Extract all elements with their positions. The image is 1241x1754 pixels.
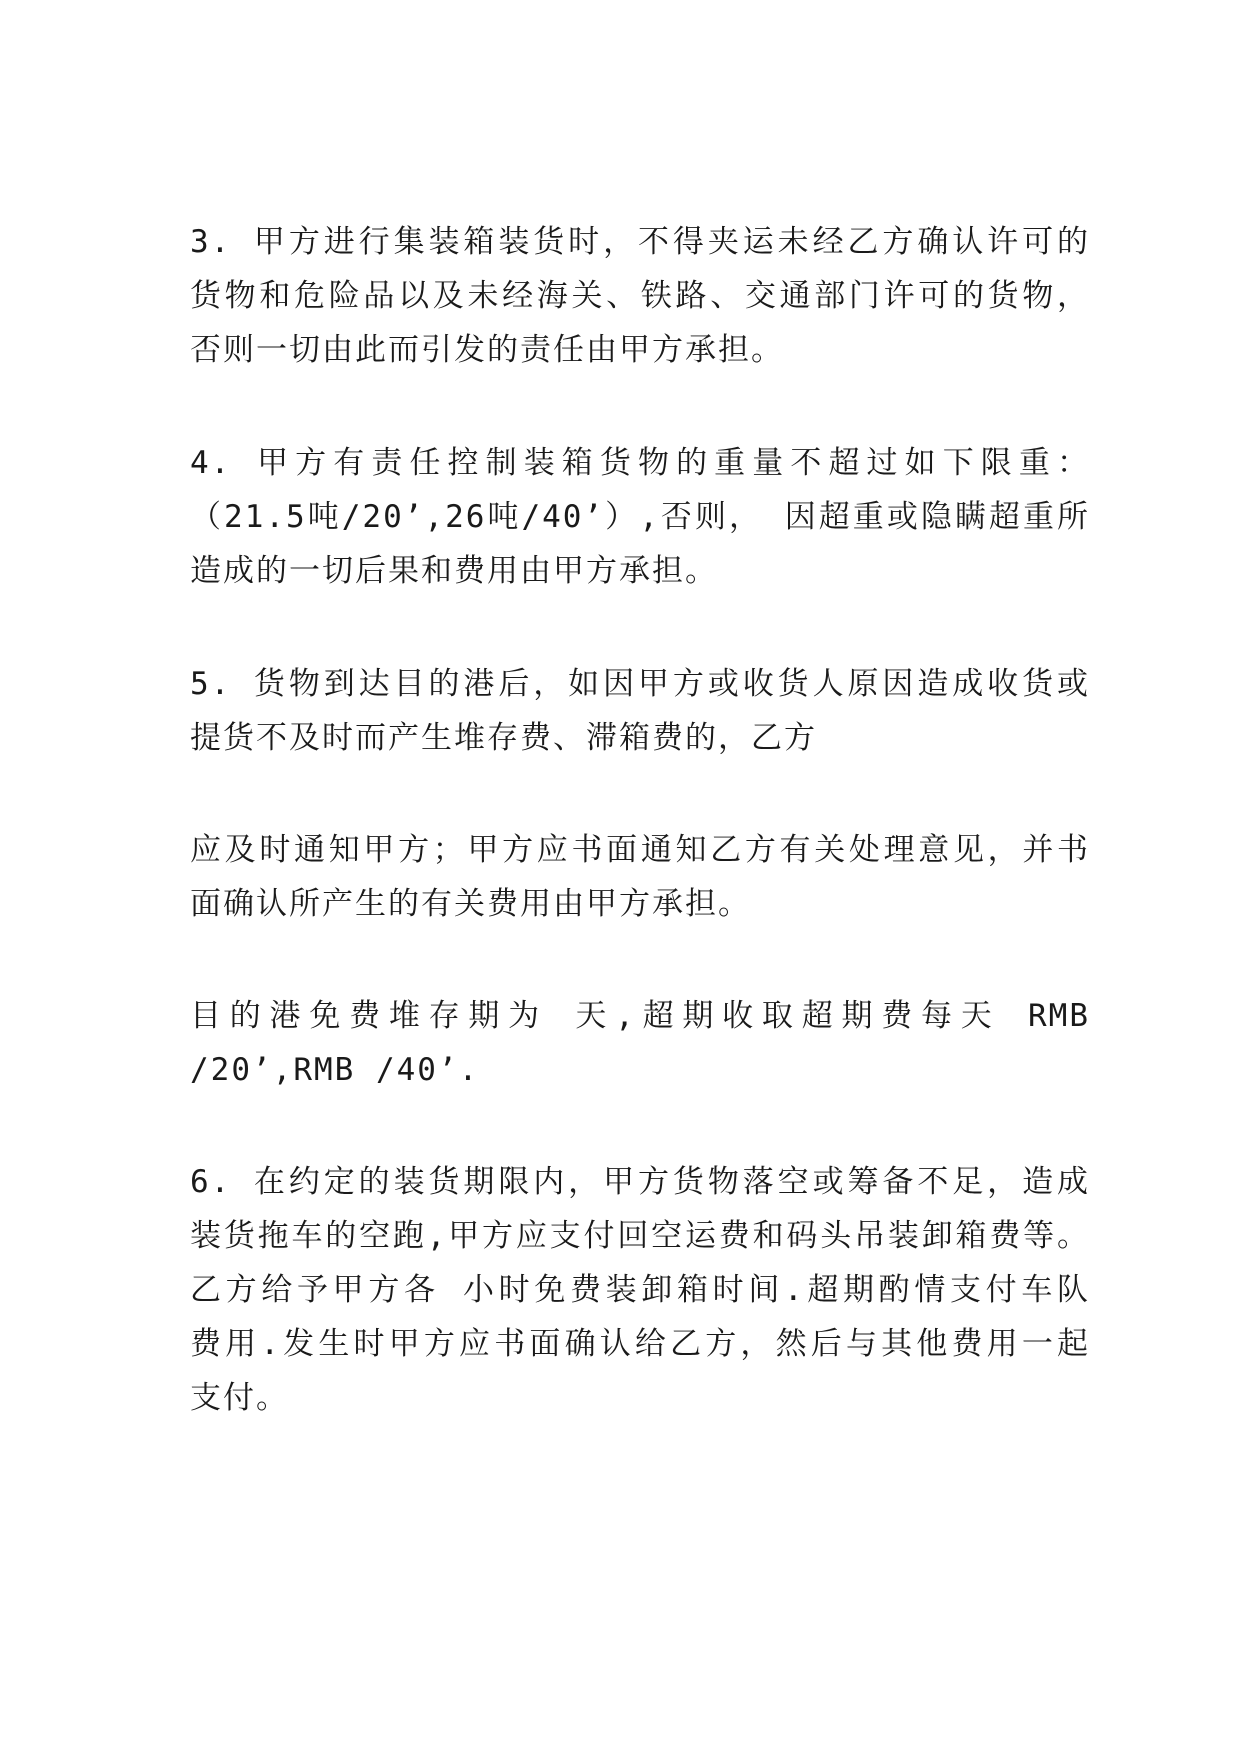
clause-3-line-2: 货物和危险品以及未经海关、铁路、交通部门许可的货物，	[190, 278, 1090, 314]
free-storage-line-2: /20’,RMB /40’.	[190, 1052, 480, 1088]
clause-5-line-3: 应及时通知甲方；甲方应书面通知乙方有关处理意见，并书	[190, 832, 1090, 868]
clause-4-line-2: （21.5吨/20’,26吨/40’）,否则， 因超重或隐瞒超重所	[190, 499, 1090, 535]
free-storage-line-1: 目的港免费堆存期为 天,超期收取超期费每天 RMB	[190, 998, 1090, 1034]
clause-5-line-4: 面确认所产生的有关费用由甲方承担。	[190, 886, 751, 922]
clause-6-line-5: 支付。	[190, 1380, 289, 1416]
clause-3-line-3: 否则一切由此而引发的责任由甲方承担。	[190, 332, 784, 368]
clause-3-line-1: 3. 甲方进行集装箱装货时，不得夹运未经乙方确认许可的	[190, 224, 1090, 260]
clause-4-line-1: 4. 甲方有责任控制装箱货物的重量不超过如下限重：	[190, 445, 1090, 481]
clause-6-line-3: 乙方给予甲方各 小时免费装卸箱时间.超期酌情支付车队	[190, 1272, 1090, 1308]
clause-5-line-1: 5. 货物到达目的港后，如因甲方或收货人原因造成收货或	[190, 666, 1090, 702]
clause-4-line-3: 造成的一切后果和费用由甲方承担。	[190, 553, 718, 589]
clause-6-line-1: 6. 在约定的装货期限内，甲方货物落空或筹备不足，造成	[190, 1164, 1090, 1200]
clause-6-line-2: 装货拖车的空跑,甲方应支付回空运费和码头吊装卸箱费等。	[190, 1218, 1090, 1254]
clause-5-line-2: 提货不及时而产生堆存费、滞箱费的，乙方	[190, 720, 817, 756]
clause-6-line-4: 费用.发生时甲方应书面确认给乙方，然后与其他费用一起	[190, 1326, 1090, 1362]
